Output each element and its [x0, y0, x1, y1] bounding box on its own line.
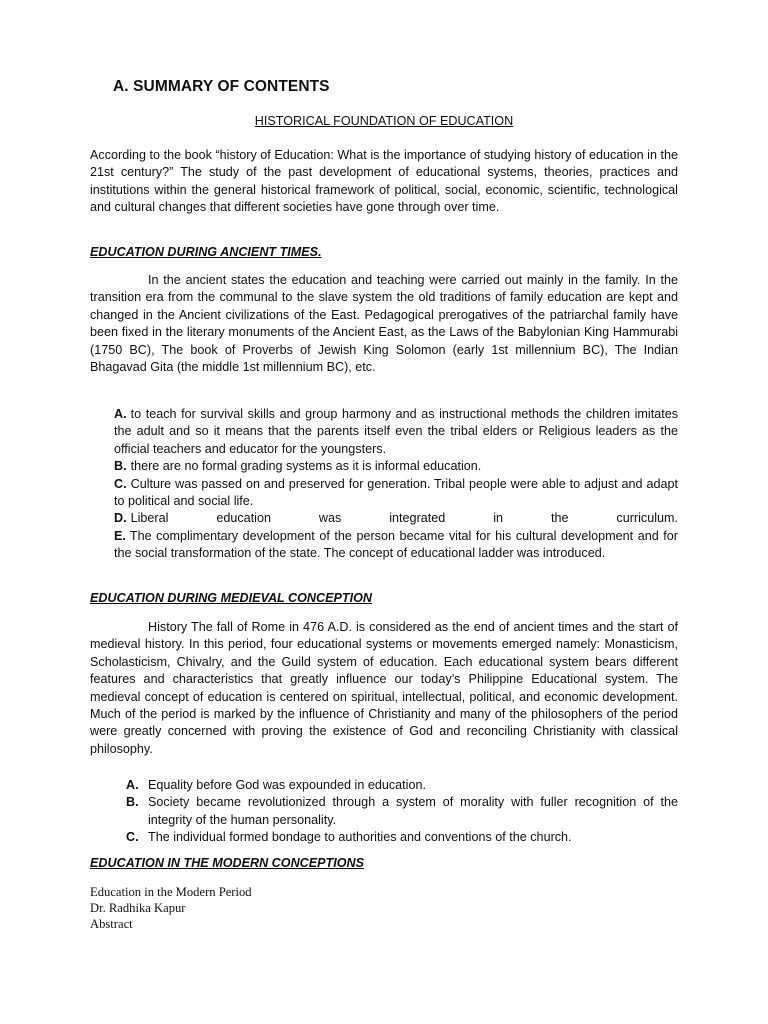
- list-item-text: there are no formal grading systems as it is informal education.: [130, 459, 482, 474]
- list-item-label: E.: [114, 528, 126, 543]
- list-item-label: A.: [114, 407, 127, 421]
- medieval-paragraph: History The fall of Rome in 476 A.D. is considered as the end of ancient times and the start of medieval history. In this period, four educational systems or movements emerged namely: Monasticism, Scholasticism, Chivalry, and the Guild system of education. Each educational system bears different features and characteristics that greatly influence our today’s Philippine Educational system. The medieval concept of education is centered on spiritual, intellectual, political, and economic development. Much of the period is marked by the influence of Christianity and many of the philosophers of the period were greatly concerned with proving the existence of God and reconciling Christianity with classical philosophy.: [90, 620, 678, 756]
- list-item-text: Equality before God was expounded in education.: [148, 778, 426, 792]
- list-item-text: The complimentary development of the person became vital for his cultural development and for the social transformation of the state. The concept of educational ladder was introduced.: [114, 528, 678, 561]
- list-item-label: A.: [126, 778, 139, 792]
- list-item-text: The individual formed bondage to authorities and conventions of the church.: [148, 830, 572, 845]
- reference-abstract-label: Abstract: [90, 917, 133, 931]
- reference-author: Dr. Radhika Kapur: [90, 901, 186, 915]
- list-item: [114, 458, 678, 475]
- list-item-label: D.: [114, 511, 127, 526]
- list-item: [114, 510, 678, 527]
- page-heading: A. SUMMARY OF CONTENTS: [113, 78, 330, 95]
- list-item: [114, 476, 678, 511]
- list-item: [126, 829, 678, 846]
- reference-title: Education in the Modern Period: [90, 885, 252, 899]
- list-item: [114, 406, 678, 458]
- list-item: [114, 528, 678, 563]
- document-subtitle: HISTORICAL FOUNDATION OF EDUCATION: [254, 114, 514, 128]
- intro-paragraph: According to the book “history of Education: What is the importance of studying history of education in the 21st century?” The study of the past development of educational systems, theories, practices and institutions within the general historical framework of political, social, economic, scientific, technological and cultural changes that different societies have gone through over time.: [90, 148, 678, 215]
- ancient-paragraph: In the ancient states the education and teaching were carried out mainly in the family. In the transition era from the communal to the slave system the old traditions of family education are kept and changed in the Ancient civilizations of the East. Pedagogical prerogatives of the patriarchal family have been fixed in the literary monuments of the Ancient East, as the Laws of the Babylonian King Hammurabi (1750 BC), The book of Proverbs of Jewish King Solomon (early 1st millennium BC), The Indian Bhagavad Gita (the middle 1st millennium BC), etc.: [90, 273, 678, 375]
- list-item-label: B.: [114, 459, 127, 474]
- list-item-label: B.: [126, 795, 139, 810]
- section-title-medieval: EDUCATION DURING MEDIEVAL CONCEPTION: [90, 591, 372, 605]
- list-item-text: Liberal education was integrated in the curriculum.: [130, 511, 678, 526]
- medieval-list: [126, 777, 678, 847]
- list-item: [126, 777, 678, 794]
- modern-reference: [90, 884, 252, 932]
- list-item-text: to teach for survival skills and group harmony and as instructional methods the children imitates the adult and so it means that the parents itself even the tribal elders or Religious leaders as the official teachers and educator for the youngsters.: [114, 407, 678, 456]
- section-title-modern: EDUCATION IN THE MODERN CONCEPTIONS: [90, 856, 365, 870]
- list-item-label: C.: [114, 476, 127, 491]
- ancient-list: [114, 406, 678, 563]
- list-item-text: Culture was passed on and preserved for generation. Tribal people were able to adjust and adapt to political and social life.: [114, 476, 678, 509]
- list-item-text: Society became revolutionized through a system of morality with fuller recognition of the integrity of the human personality.: [148, 795, 678, 827]
- list-item: [126, 794, 678, 829]
- list-item-label: C.: [126, 830, 139, 845]
- section-title-ancient: EDUCATION DURING ANCIENT TIMES.: [90, 245, 322, 259]
